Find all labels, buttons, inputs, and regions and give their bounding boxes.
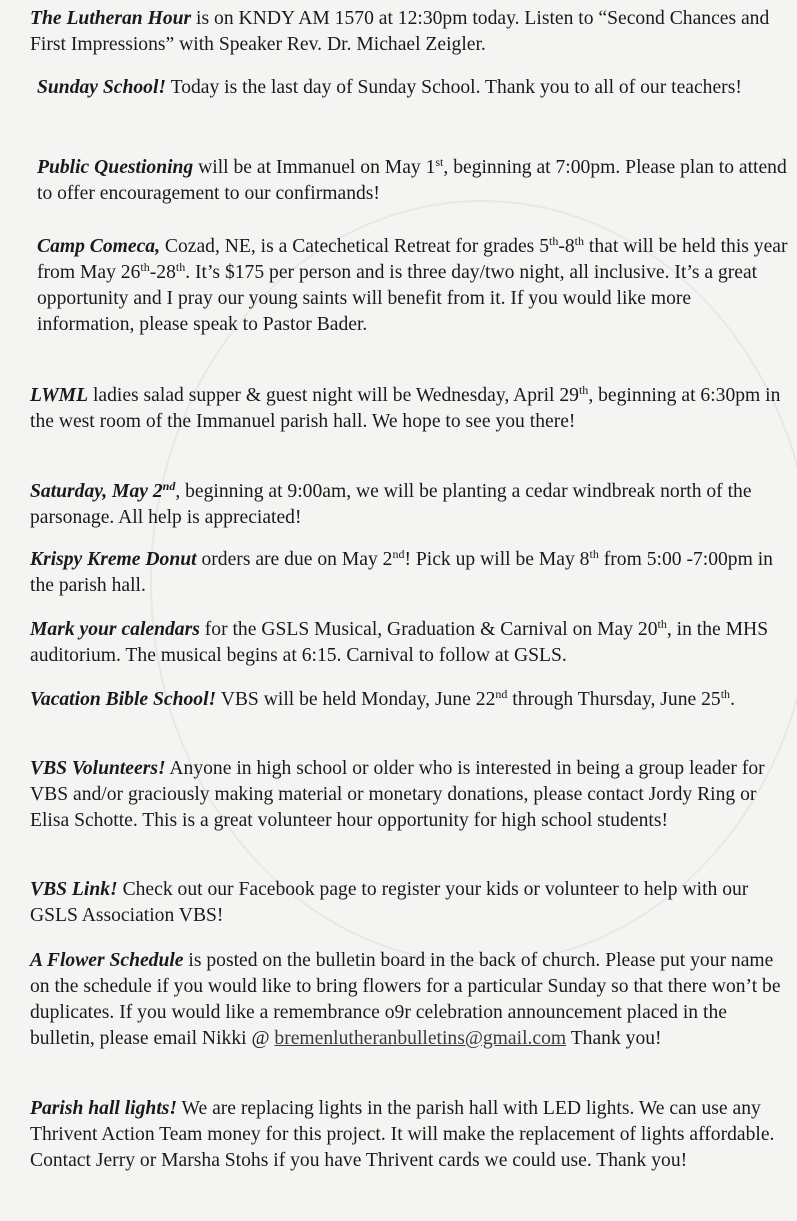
announcement-windbreak: Saturday, May 2nd, beginning at 9:00am, we will be planting a cedar windbreak north of the parsonage. All help is appreciated! [30, 479, 752, 528]
announcement-parish-hall-lights: Parish hall lights! We are replacing lights in the parish hall with LED lights. We can use any Thrivent Action Team money for this project. It will make the replacement of lights affordable. Contact Jerry or Marsha Stohs if you have Thrivent cards we could use. Thank you! [30, 1098, 775, 1171]
announcement-vbs-volunteers: VBS Volunteers! Anyone in high school or older who is interested in being a group leader for VBS and/or graciously making material or monetary donations, please contact Jordy Ring or Elisa Schotte. This is a great volunteer hour opportunity for high school students! [30, 758, 765, 831]
announcement-camp-comeca: Camp Comeca, Cozad, NE, is a Catechetical Retreat for grades 5th-8th that will be held this year from May 26th-28th. It’s $175 per person and is three day/two night, all inclusive. It’s a great opportunity and I pray our young saints will benefit from it. If you would like more information, please speak to Pastor Bader. [37, 234, 788, 335]
bulletin-email-link[interactable]: bremenlutheranbulletins@gmail.com [274, 1028, 567, 1049]
announcement-lwml: LWML ladies salad supper & guest night will be Wednesday, April 29th, beginning at 6:30pm in the west room of the Immanuel parish hall. We hope to see you there! [30, 383, 781, 432]
announcement-sunday-school: Sunday School! Today is the last day of Sunday School. Thank you to all of our teachers! [37, 77, 742, 98]
announcement-flower-schedule: A Flower Schedule is posted on the bulletin board in the back of church. Please put your name on the schedule if you would like to bring flowers for a particular Sunday so that there won’t be duplicates. If you would like a remembrance o9r celebration announcement placed in the bulletin, please email Nikki @ bremenlutheranbulletins@gmail.com Thank you! [30, 950, 781, 1049]
announcement-lutheran-hour: The Lutheran Hour is on KNDY AM 1570 at 12:30pm today. Listen to “Second Chances and First Impressions” with Speaker Rev. Dr. Michael Zeigler. [30, 8, 770, 55]
announcement-vbs-link: VBS Link! Check out our Facebook page to register your kids or volunteer to help with our GSLS Association VBS! [30, 879, 749, 926]
announcement-gsls-calendar: Mark your calendars for the GSLS Musical, Graduation & Carnival on May 20th, in the MHS auditorium. The musical begins at 6:15. Carnival to follow at GSLS. [30, 617, 769, 666]
announcement-public-questioning: Public Questioning will be at Immanuel on May 1st, beginning at 7:00pm. Please plan to attend to offer encouragement to our confirmands! [37, 155, 787, 204]
announcement-krispy-kreme: Krispy Kreme Donut orders are due on May 2nd! Pick up will be May 8th from 5:00 -7:00pm in the parish hall. [30, 547, 773, 596]
announcement-vbs: Vacation Bible School! VBS will be held Monday, June 22nd through Thursday, June 25th. [30, 687, 735, 710]
